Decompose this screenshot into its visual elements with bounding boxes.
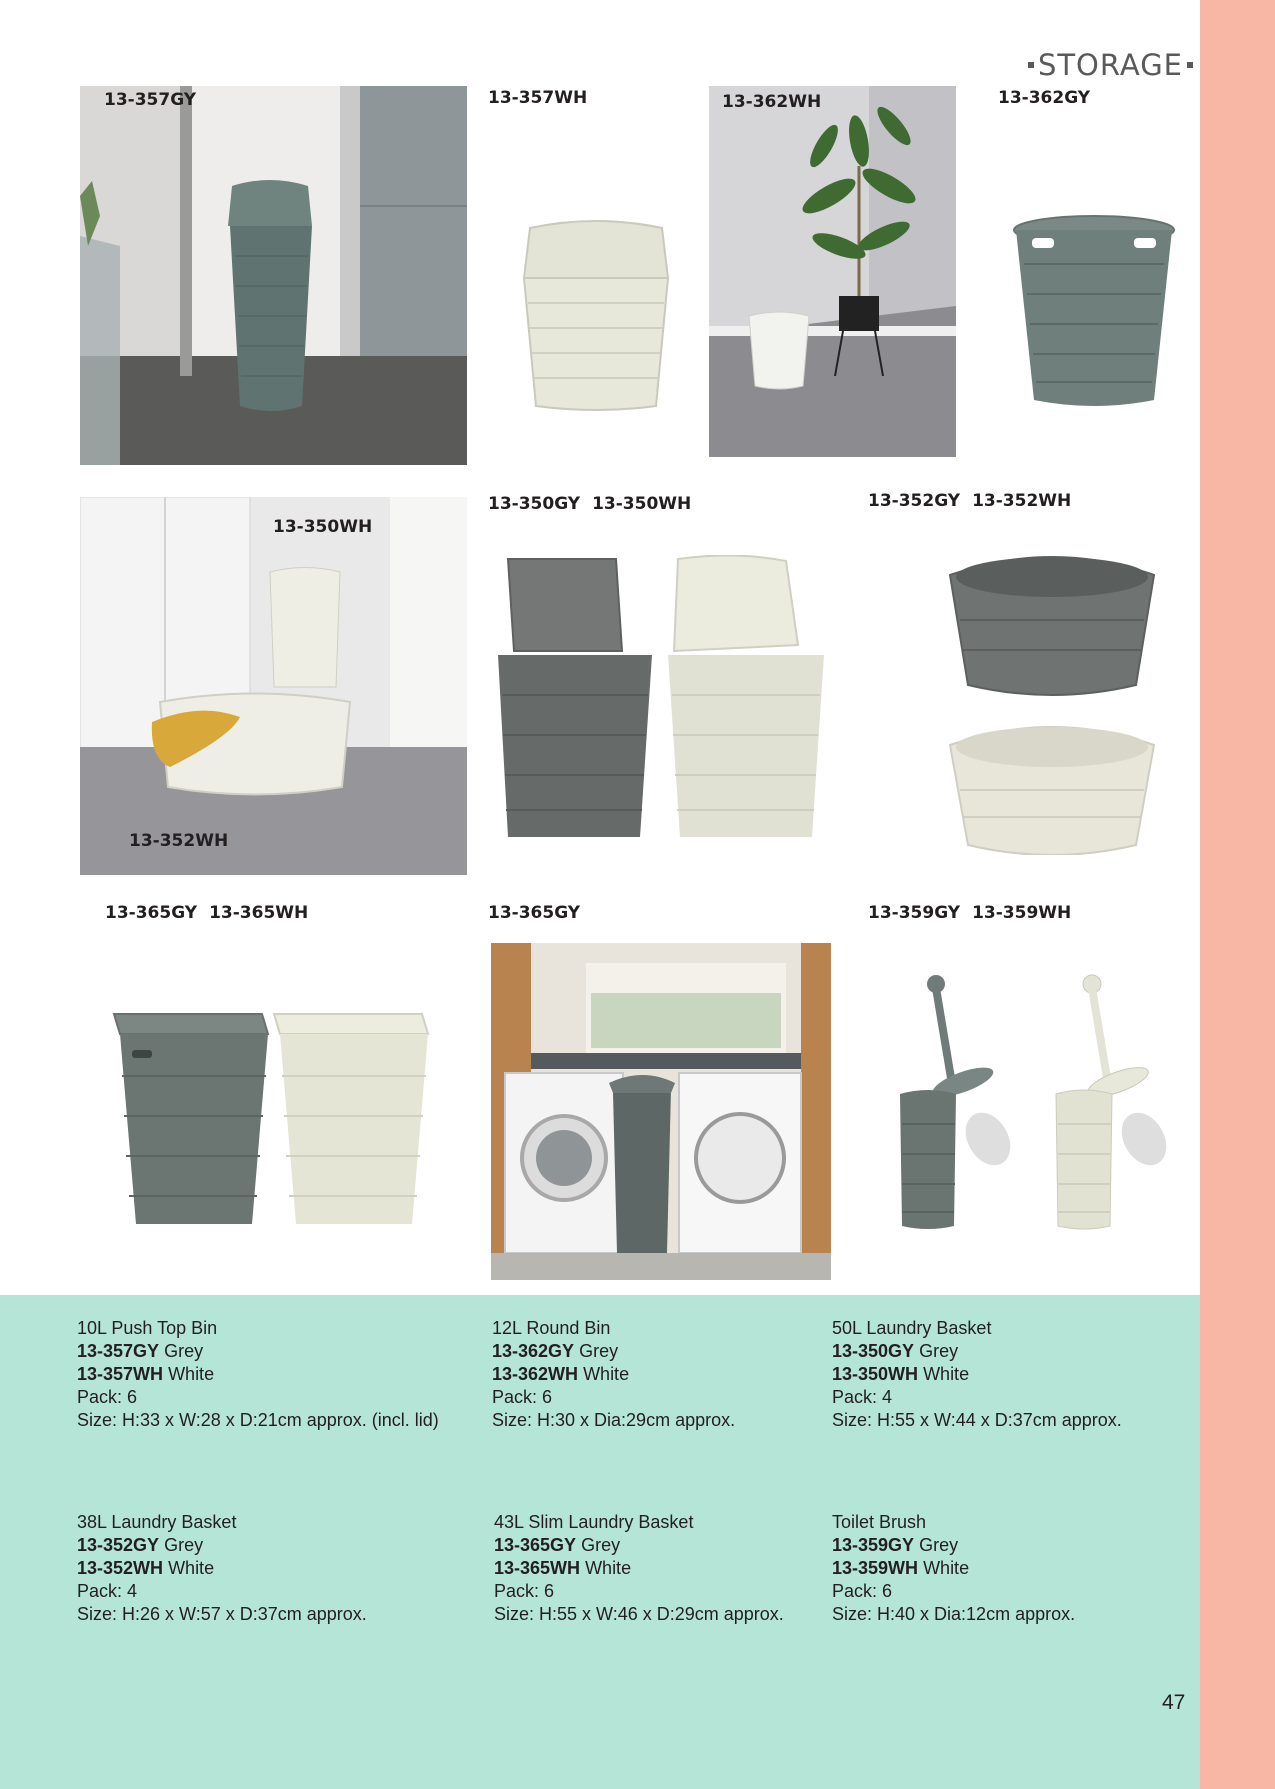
laundry-machines-scene-image [491,943,831,1280]
product-name: 43L Slim Laundry Basket [494,1512,694,1532]
product-code-label: 13-359GY 13-359WH [868,903,1072,923]
pack-info: Pack: 6 [77,1387,138,1407]
title-bullet-icon [1187,62,1193,68]
size-info: Size: H:55 x W:46 x D:29cm approx. [494,1604,784,1624]
section-title-text: STORAGE [1037,48,1183,82]
laundry-room-scene-image [80,497,467,875]
size-info: Size: H:33 x W:28 x D:21cm approx. (incl. lid) [77,1410,439,1430]
variant-white: 13-357WH White [77,1364,215,1384]
side-color-band [1200,0,1275,1789]
variant-white: 13-352WH White [77,1558,215,1578]
pack-info: Pack: 4 [77,1581,138,1601]
product-name: 10L Push Top Bin [77,1318,218,1338]
product-info-38l-laundry-basket [77,1511,367,1626]
product-info-10l-push-top-bin [77,1317,439,1432]
photo-code-label: 13-362WH [722,92,822,112]
variant-grey: 13-365GY Grey [494,1535,621,1555]
variant-white: 13-359WH White [832,1558,970,1578]
size-info: Size: H:55 x W:44 x D:37cm approx. [832,1410,1122,1430]
product-image-350 [494,555,826,841]
product-info-12l-round-bin [492,1317,735,1432]
variant-grey: 13-362GY Grey [492,1341,619,1361]
variant-white: 13-365WH White [494,1558,632,1578]
product-name: 12L Round Bin [492,1318,611,1338]
section-title [1024,48,1197,82]
room-plant-scene-image [709,86,956,457]
pack-info: Pack: 6 [494,1581,555,1601]
photo-code-label: 13-352WH [129,831,229,851]
variant-grey: 13-359GY Grey [832,1535,959,1555]
photo-code-label: 13-350WH [273,517,373,537]
product-info-43l-slim-laundry-basket [494,1511,784,1626]
product-image-352 [946,545,1158,855]
photo-code-label: 13-357GY [104,90,197,110]
product-image-365 [112,1006,430,1228]
pack-info: Pack: 6 [832,1581,893,1601]
bathroom-scene-image [80,86,467,465]
pack-info: Pack: 6 [492,1387,553,1407]
photo-362wh-room [709,86,956,457]
variant-white: 13-362WH White [492,1364,630,1384]
variant-grey: 13-350GY Grey [832,1341,959,1361]
product-image-357wh [516,218,676,412]
photo-350wh-352wh-room [80,497,467,875]
photo-357gy-bathroom [80,86,467,465]
product-code-label: 13-357WH [488,88,588,108]
product-code-label: 13-365GY [488,903,581,923]
size-info: Size: H:40 x Dia:12cm approx. [832,1604,1076,1624]
product-code-label: 13-350GY 13-350WH [488,494,692,514]
page-number: 47 [1162,1691,1186,1714]
product-code-label: 13-365GY 13-365WH [105,903,309,923]
size-info: Size: H:26 x W:57 x D:37cm approx. [77,1604,367,1624]
size-info: Size: H:30 x Dia:29cm approx. [492,1410,736,1430]
product-code-label: 13-352GY 13-352WH [868,491,1072,511]
variant-grey: 13-357GY Grey [77,1341,204,1361]
product-info-toilet-brush [832,1511,1075,1626]
product-image-362gy [1012,214,1176,412]
variant-white: 13-350WH White [832,1364,970,1384]
pack-info: Pack: 4 [832,1387,893,1407]
product-image-359 [888,974,1172,1232]
photo-365gy-laundry-room [491,943,831,1280]
product-name: 50L Laundry Basket [832,1318,992,1338]
title-bullet-icon [1028,62,1034,68]
product-code-label: 13-362GY [998,88,1091,108]
product-info-50l-laundry-basket [832,1317,1122,1432]
product-name: Toilet Brush [832,1512,927,1532]
product-name: 38L Laundry Basket [77,1512,237,1532]
variant-grey: 13-352GY Grey [77,1535,204,1555]
